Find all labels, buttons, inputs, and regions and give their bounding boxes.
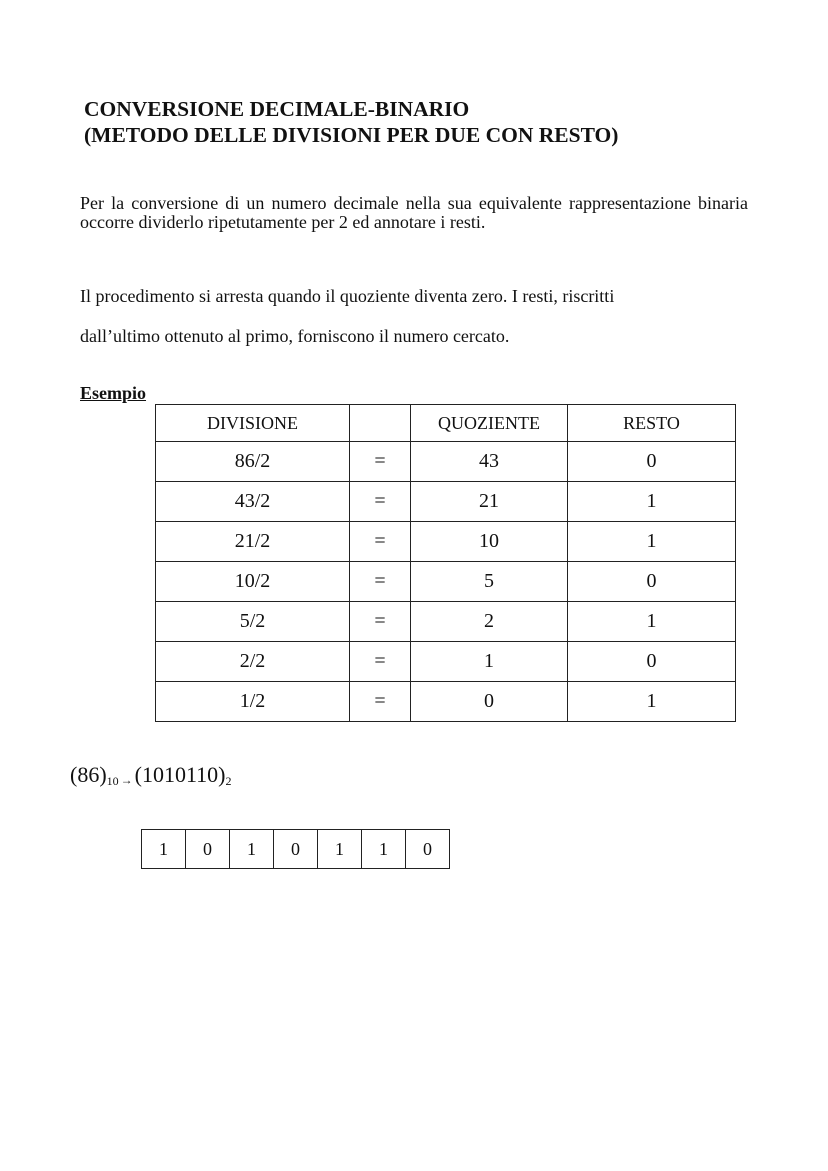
division-table: [155, 404, 736, 722]
bit-cell: 1: [318, 830, 362, 869]
result-binary: (1010110): [134, 762, 226, 787]
result-decimal-base: 10: [106, 774, 119, 788]
cell-division: 1/2: [156, 682, 350, 722]
cell-quotient: 10: [411, 522, 568, 562]
title-line-1: CONVERSIONE DECIMALE-BINARIO: [84, 97, 470, 121]
cell-equals: =: [350, 642, 411, 682]
result-binary-base: 2: [225, 774, 232, 788]
procedure-paragraph: [80, 276, 760, 356]
cell-division: 2/2: [156, 642, 350, 682]
bit-cell: 0: [406, 830, 450, 869]
cell-quotient: 0: [411, 682, 568, 722]
cell-equals: =: [350, 482, 411, 522]
cell-remainder: 1: [568, 682, 736, 722]
table-row: [156, 682, 736, 722]
division-table-header-row: [156, 405, 736, 442]
cell-equals: =: [350, 442, 411, 482]
binary-digits-row: [142, 830, 450, 869]
table-row: [156, 442, 736, 482]
cell-quotient: 43: [411, 442, 568, 482]
procedure-line-1: Il procedimento si arresta quando il quoziente diventa zero. I resti, riscritti: [80, 286, 615, 306]
cell-remainder: 0: [568, 642, 736, 682]
cell-division: 86/2: [156, 442, 350, 482]
bit-cell: 1: [142, 830, 186, 869]
cell-division: 5/2: [156, 602, 350, 642]
header-resto: RESTO: [568, 405, 736, 442]
cell-quotient: 21: [411, 482, 568, 522]
header-divisione: DIVISIONE: [156, 405, 350, 442]
cell-remainder: 1: [568, 602, 736, 642]
procedure-line-2: dall’ultimo ottenuto al primo, forniscono il numero cercato.: [80, 326, 510, 346]
table-row: [156, 562, 736, 602]
document-title: [84, 96, 618, 148]
table-row: [156, 482, 736, 522]
intro-paragraph: Per la conversione di un numero decimale nella sua equivalente rappresentazione binaria occorre dividerlo ripetutamente per 2 ed annotare i resti.: [80, 193, 748, 232]
arrow-icon: →: [120, 773, 133, 787]
title-line-2: (METODO DELLE DIVISIONI PER DUE CON RESTO): [84, 123, 619, 147]
result-decimal: (86): [70, 762, 107, 787]
cell-quotient: 1: [411, 642, 568, 682]
header-equals: [350, 405, 411, 442]
cell-equals: =: [350, 522, 411, 562]
table-row: [156, 642, 736, 682]
binary-digits-table: [141, 829, 450, 869]
cell-remainder: 0: [568, 562, 736, 602]
cell-equals: =: [350, 602, 411, 642]
cell-quotient: 2: [411, 602, 568, 642]
conversion-result: [70, 762, 232, 789]
cell-division: 10/2: [156, 562, 350, 602]
bit-cell: 1: [230, 830, 274, 869]
cell-equals: =: [350, 562, 411, 602]
table-row: [156, 602, 736, 642]
cell-remainder: 1: [568, 522, 736, 562]
cell-remainder: 1: [568, 482, 736, 522]
header-quoziente: QUOZIENTE: [411, 405, 568, 442]
cell-division: 43/2: [156, 482, 350, 522]
example-label: Esempio: [80, 383, 147, 403]
table-row: [156, 522, 736, 562]
cell-remainder: 0: [568, 442, 736, 482]
bit-cell: 0: [274, 830, 318, 869]
cell-equals: =: [350, 682, 411, 722]
bit-cell: 0: [186, 830, 230, 869]
cell-quotient: 5: [411, 562, 568, 602]
bit-cell: 1: [362, 830, 406, 869]
cell-division: 21/2: [156, 522, 350, 562]
